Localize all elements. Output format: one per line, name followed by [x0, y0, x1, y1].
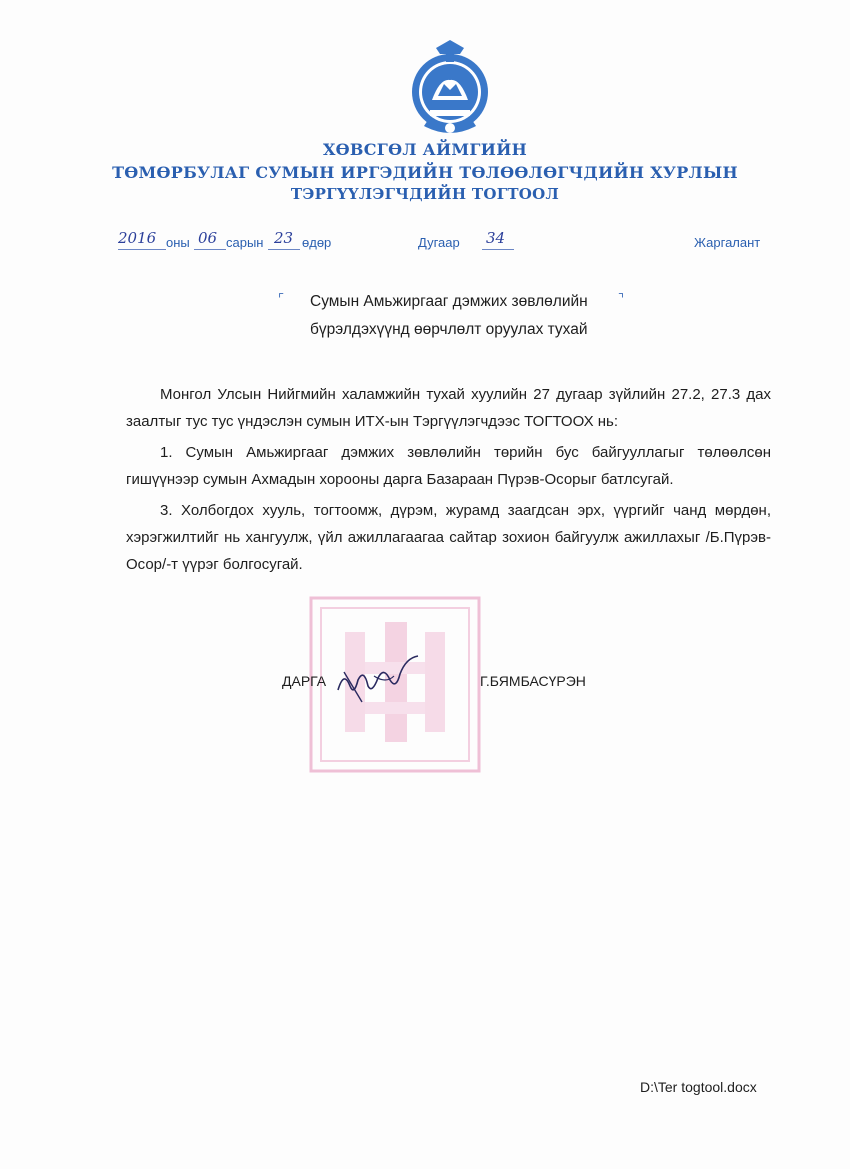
signatory-title: ДАРГА [282, 673, 327, 689]
handwritten-signature [334, 650, 424, 706]
footer-file-path: D:\Ter togtool.docx [640, 1079, 757, 1095]
year-suffix: оны [166, 235, 190, 250]
day-suffix: өдөр [302, 235, 332, 250]
handwritten-month: 06 [198, 229, 218, 247]
handwritten-number: 34 [486, 229, 506, 247]
subject-line-1: Сумын Амьжиргааг дэмжих зөвлөлийн [310, 293, 588, 310]
date-line [118, 228, 768, 254]
state-emblem-icon [408, 40, 492, 140]
subject-bracket-right: ⌝ [618, 292, 625, 307]
number-underline [482, 249, 514, 250]
handwritten-day: 23 [274, 229, 294, 247]
resolution-body [126, 381, 771, 582]
header-line-aimag: ХӨВСГӨЛ АЙМГИЙН [322, 140, 528, 159]
subject-bracket-left: ⌜ [278, 292, 285, 307]
year-underline [118, 249, 166, 250]
subject-block [310, 288, 588, 344]
place-name: Жаргалант [694, 235, 761, 250]
header-line-resolution: ТЭРГҮҮЛЭГЧДИЙН ТОГТООЛ [290, 185, 560, 203]
day-underline [268, 249, 300, 250]
signatory-name: Г.БЯМБАСҮРЭН [480, 673, 586, 689]
handwritten-year: 2016 [118, 229, 157, 247]
body-paragraph-2: 1. Сумын Амьжиргааг дэмжих зөвлөлийн төрийн бус байгууллагыг төлөөлсөн гишүүнээр сумын Ахмадын хорооны дарга Базараан Пүрэв-Осорыг батлсугай. [126, 444, 771, 488]
subject-line-2: бүрэлдэхүүнд өөрчлөлт оруулах тухай [310, 321, 588, 338]
month-suffix: сарын [226, 235, 264, 250]
body-paragraph-1: Монгол Улсын Нийгмийн халамжийн тухай хуулийн 27 дугаар зүйлийн 27.2, 27.3 дах заалтыг тус тус үндэслэн сумын ИТХ-ын Тэргүүлэгчдээс ТОГТООХ нь: [126, 386, 771, 430]
number-label: Дугаар [418, 235, 460, 250]
header-line-khural: ТӨМӨРБУЛАГ СУМЫН ИРГЭДИЙН ТӨЛӨӨЛӨГЧДИЙН ХУРЛЫН [112, 163, 738, 182]
body-paragraph-3: 3. Холбогдох хууль, тогтоомж, дүрэм, журамд заагдсан эрх, үүргийг чанд мөрдөн, хэрэгжилтийг нь хангуулж, үйл ажиллагаагаа сайтар зохион байгуулж ажиллахыг /Б.Пүрэв-Осор/-т үүрэг болгосугай. [126, 502, 771, 573]
month-underline [194, 249, 226, 250]
